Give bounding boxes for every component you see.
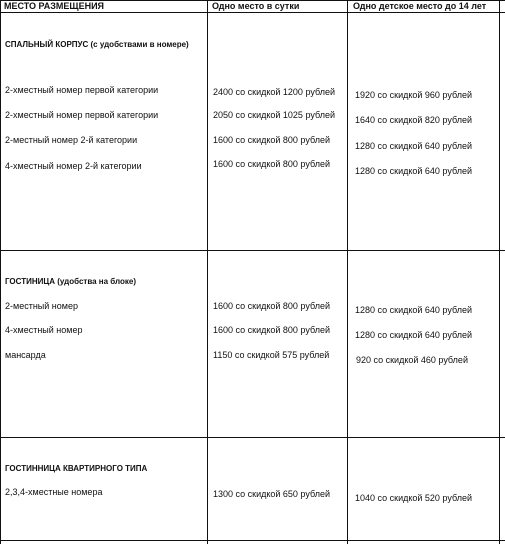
child-price-cell: 1280 со скидкой 640 рублей bbox=[355, 141, 472, 151]
adult-price-cell: 2400 со скидкой 1200 рублей bbox=[213, 87, 335, 97]
table-border-bottom bbox=[0, 540, 505, 541]
adult-price-cell: 1600 со скидкой 800 рублей bbox=[213, 135, 330, 145]
adult-price-cell: 1150 со скидкой 575 рублей bbox=[213, 350, 330, 360]
header-adult-price: Одно место в сутки bbox=[212, 1, 300, 11]
adult-price-cell: 1300 со скидкой 650 рублей bbox=[213, 489, 330, 499]
column-divider-1 bbox=[207, 0, 208, 544]
child-price-cell: 920 со скидкой 460 рублей bbox=[356, 355, 468, 365]
place-cell: 2-местный номер bbox=[5, 301, 78, 311]
child-price-cell: 1280 со скидкой 640 рублей bbox=[355, 330, 472, 340]
column-divider-2 bbox=[347, 0, 348, 544]
place-cell: 4-хместный номер 2-й категории bbox=[5, 161, 142, 171]
adult-price-cell: 1600 со скидкой 800 рублей bbox=[213, 325, 330, 335]
place-cell: 2-местный номер 2-й категории bbox=[5, 135, 138, 145]
place-cell: 2,3,4-хместные номера bbox=[5, 487, 103, 497]
child-price-cell: 1920 со скидкой 960 рублей bbox=[355, 90, 472, 100]
header-divider bbox=[0, 12, 505, 13]
child-price-cell: 1640 со скидкой 820 рублей bbox=[355, 115, 472, 125]
place-cell: 2-хместный номер первой категории bbox=[5, 110, 159, 120]
section-title: ГОСТИНИЦА (удобства на блоке) bbox=[5, 277, 137, 286]
header-place: МЕСТО РАЗМЕЩЕНИЯ bbox=[4, 1, 105, 11]
header-child-price: Одно детское место до 14 лет bbox=[353, 1, 487, 11]
place-cell: 4-хместный номер bbox=[5, 325, 83, 335]
table-border-right bbox=[499, 0, 500, 544]
section-divider-2 bbox=[0, 437, 505, 438]
place-cell: мансарда bbox=[5, 350, 46, 360]
section-divider-1 bbox=[0, 250, 505, 251]
adult-price-cell: 1600 со скидкой 800 рублей bbox=[213, 159, 330, 169]
place-cell: 2-хместный номер первой категории bbox=[5, 85, 159, 95]
child-price-cell: 1280 со скидкой 640 рублей bbox=[355, 166, 472, 176]
child-price-cell: 1040 со скидкой 520 рублей bbox=[355, 493, 472, 503]
child-price-cell: 1280 со скидкой 640 рублей bbox=[355, 305, 472, 315]
section-title: СПАЛЬНЫЙ КОРПУС (с удобствами в номере) bbox=[5, 40, 189, 49]
section-title: ГОСТИННИЦА КВАРТИРНОГО ТИПА bbox=[5, 464, 148, 473]
adult-price-cell: 1600 со скидкой 800 рублей bbox=[213, 301, 330, 311]
table-border-left bbox=[0, 0, 1, 544]
adult-price-cell: 2050 со скидкой 1025 рублей bbox=[213, 110, 335, 120]
